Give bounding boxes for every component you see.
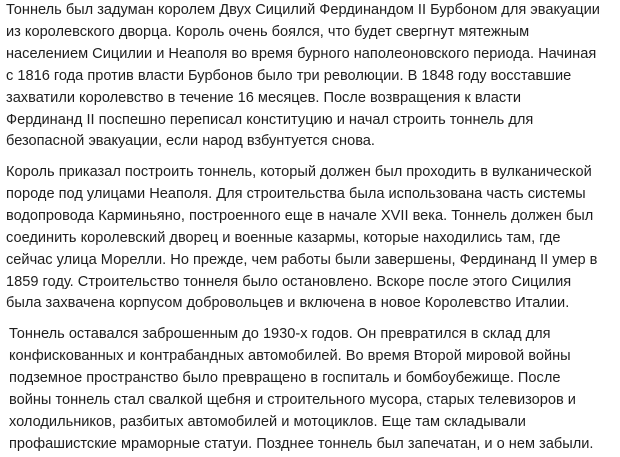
paragraph-line: была захвачена корпусом добровольцев и включена в новое Королевство Италии. bbox=[6, 295, 570, 312]
paragraph-line: Король приказал построить тоннель, который должен был проходить в вулканической bbox=[6, 164, 592, 180]
paragraph-line: захватили королевство в течение 16 месяцев. После возвращения к власти bbox=[6, 89, 522, 106]
paragraph-line: конфискованных и контрабандных автомобилей. Во время Второй мировой войны bbox=[9, 347, 571, 364]
paragraph-line: Тоннель был задуман королем Двух Сицилий Фердинандом II Бурбоном для эвакуации bbox=[6, 2, 600, 18]
paragraph-1 bbox=[6, 0, 600, 153]
paragraph-line: войны тоннель стал свалкой щебня и строительного мусора, старых телевизоров и bbox=[9, 391, 576, 408]
paragraph-line: с 1816 года против власти Бурбонов было три революции. В 1848 году восставшие bbox=[6, 67, 572, 84]
paragraph-2 bbox=[6, 162, 597, 315]
paragraph-line: холодильников, разбитых автомобилей и мотоциклов. Еще там складывали bbox=[9, 413, 526, 430]
paragraph-line: сейчас улица Морелли. Но прежде, чем работы были завершены, Фердинанд II умер в bbox=[6, 251, 598, 268]
paragraph-line: населением Сицилии и Неаполя во время бурного наполеоновского периода. Начиная bbox=[6, 45, 597, 62]
paragraph-line: породе под улицами Неаполя. Для строительства была использована часть системы bbox=[6, 185, 586, 202]
paragraph-3 bbox=[9, 324, 593, 455]
paragraph-line: соединить королевский дворец и военные казармы, которые находились там, где bbox=[6, 229, 561, 246]
paragraph-line: Фердинанд II поспешно переписал конституцию и начал строить тоннель для bbox=[6, 111, 534, 128]
paragraph-line: из королевского дворца. Король очень боялся, что будет свергнут мятежным bbox=[6, 23, 530, 40]
paragraph-line: водопровода Карминьяно, построенного еще в начале XVII века. Тоннель должен был bbox=[6, 207, 594, 224]
paragraph-line: Тоннель оставался заброшенным до 1930-х годов. Он превратился в склад для bbox=[9, 326, 551, 342]
paragraph-line: 1859 году. Строительство тоннеля было остановлено. Вскоре после этого Сицилия bbox=[6, 273, 572, 290]
paragraph-line: подземное пространство было превращено в госпиталь и бомбоубежище. После bbox=[9, 369, 561, 386]
paragraph-line: профашистские мраморные статуи. Позднее тоннель был запечатан, и о нем забыли. bbox=[9, 435, 594, 452]
paragraph-line: безопасной эвакуации, если народ взбунтуется снова. bbox=[6, 133, 375, 150]
